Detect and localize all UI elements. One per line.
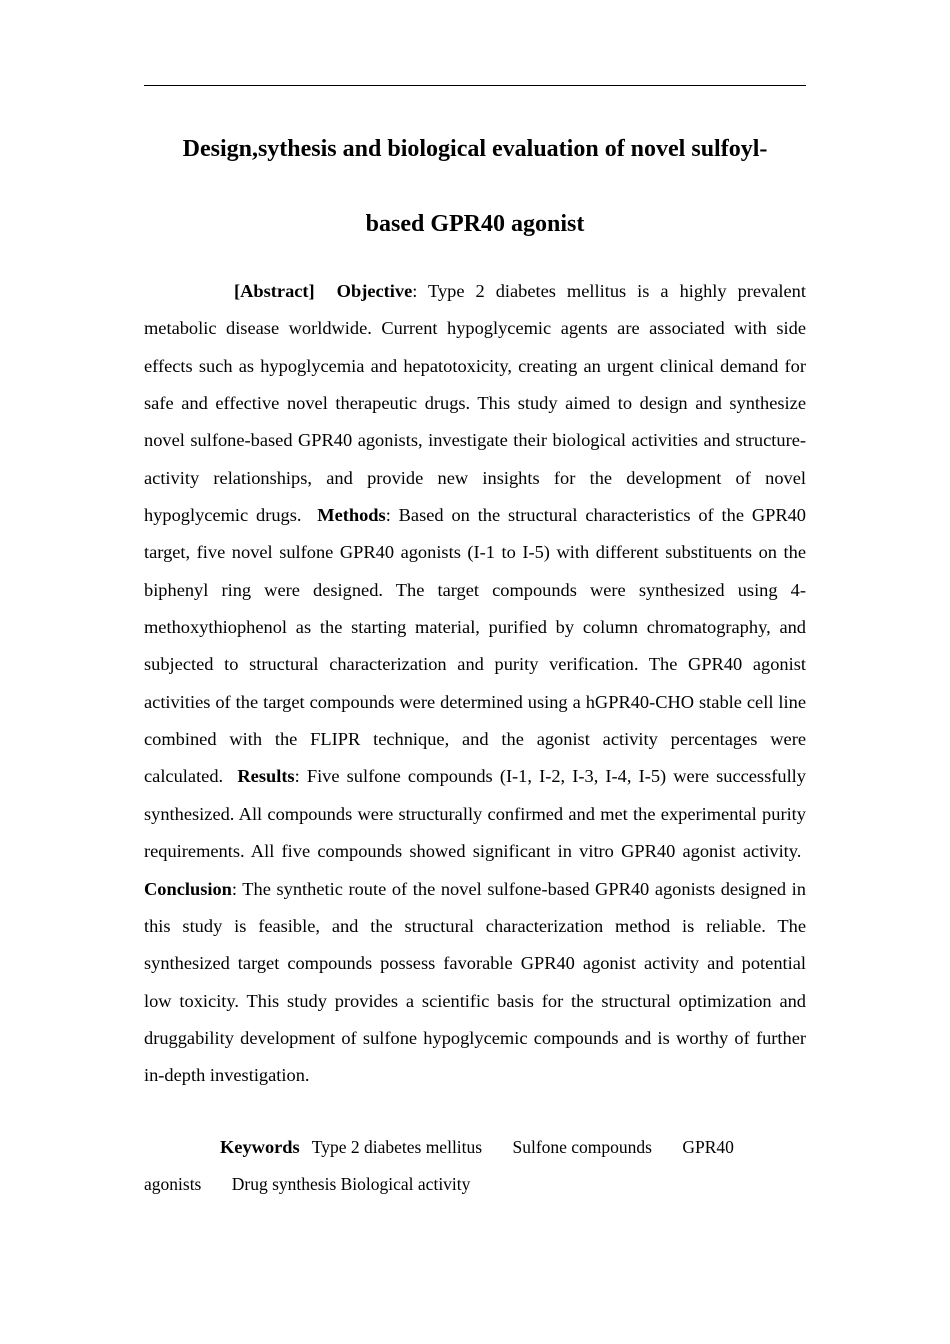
methods-text: : Based on the structural characteristics of the GPR40 target, five novel sulfone GPR40 agonists (I-1 to I-5) with different substituents on the biphenyl ring were designed. The target compounds were synthesized using 4-methoxythiophenol as the starting material, purified by column chromatography, and subjected to structural characterization and purity verification. The GPR40 agonist activities of the target compounds were determined using a hGPR40-CHO stable cell line combined with the FLIPR technique, and the agonist activity percentages were calculated. <box>144 505 807 787</box>
methods-label: Methods <box>317 505 386 526</box>
title-line-1: Design,sythesis and biological evaluation of novel sulfoyl- <box>182 136 768 162</box>
abstract-tag: [Abstract] <box>234 281 315 301</box>
header-rule <box>144 85 806 86</box>
objective-label: Objective <box>336 281 413 301</box>
abstract-paragraph <box>144 273 806 1095</box>
keyword-item: GPR40 agonists <box>144 1137 734 1195</box>
results-label: Results <box>237 766 295 787</box>
keywords-section <box>144 1129 806 1204</box>
objective-text: : Type 2 diabetes mellitus is a highly prevalent metabolic disease worldwide. Current hypoglycemic agents are associated with side effects such as hypoglycemia and hepatotoxicity, creating an urgent clinical demand for safe and effective novel therapeutic drugs. This study aimed to design and synthesize novel sulfone-based GPR40 agonists, investigate their biological activities and structure-activity relationships, and provide new insights for the development of novel hypoglycemic drugs. <box>144 281 806 526</box>
title-line-2: based GPR40 agonist <box>365 211 585 237</box>
keyword-item: Sulfone compounds <box>512 1137 652 1157</box>
keyword-item: Type 2 diabetes mellitus <box>311 1137 483 1157</box>
conclusion-text: : The synthetic route of the novel sulfone-based GPR40 agonists designed in this study is feasible, and the structural characterization method is reliable. The synthesized target compounds possess favorable GPR40 agonist activity and potential low toxicity. This study provides a scientific basis for the structural optimization and druggability development of sulfone hypoglycemic compounds and is worthy of further in-depth investigation. <box>144 878 806 1086</box>
keywords-paragraph <box>144 1129 806 1204</box>
results-text: : Five sulfone compounds (I-1, I-2, I-3, I-4, I-5) were successfully synthesized. All compounds were structurally confirmed and met the experimental purity requirements. All five compounds showed significant in vitro GPR40 agonist activity. <box>144 766 806 862</box>
abstract-section <box>144 273 806 1095</box>
keyword-item: Drug synthesis Biological activity <box>231 1174 471 1195</box>
conclusion-label: Conclusion <box>144 878 232 899</box>
paper-title <box>144 112 806 262</box>
keywords-label: Keywords <box>220 1137 300 1157</box>
